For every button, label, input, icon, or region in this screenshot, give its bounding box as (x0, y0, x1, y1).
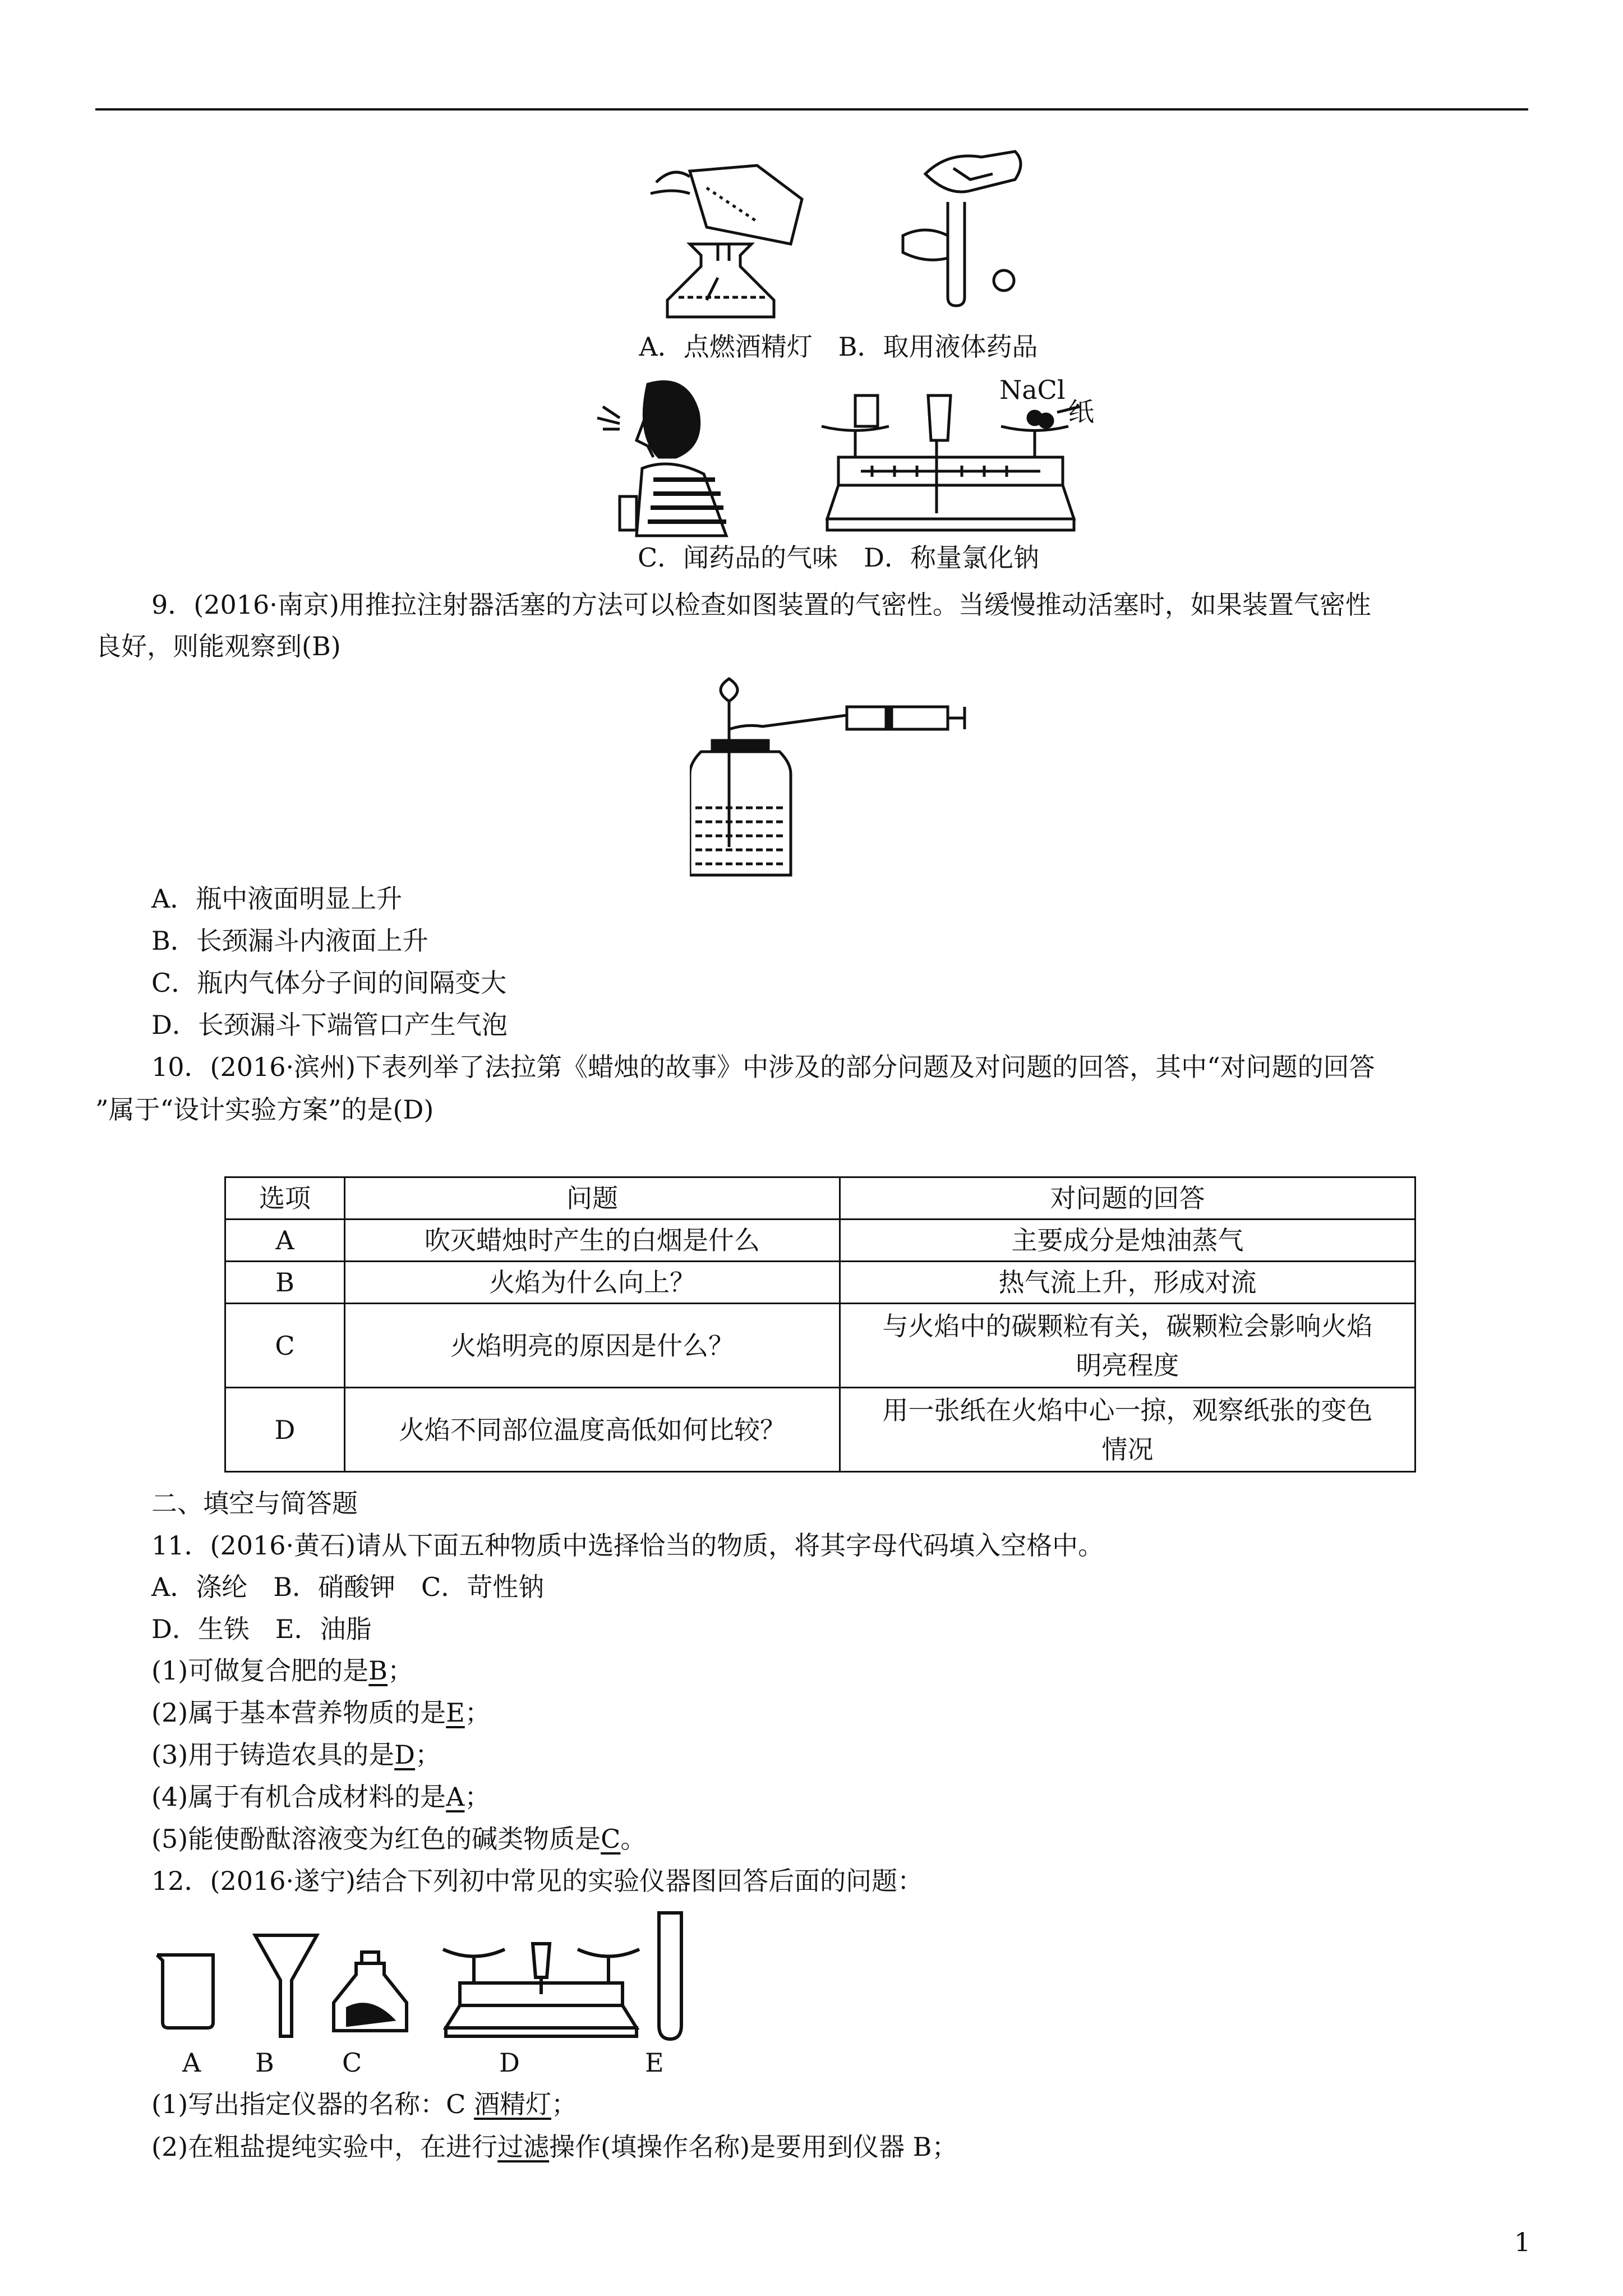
answer-blank: E (446, 1697, 465, 1728)
figure-take-liquid (892, 140, 1060, 309)
figure-light-alcohol-lamp (634, 149, 819, 328)
answer-blank: A (446, 1782, 465, 1812)
table-row (225, 1220, 1415, 1262)
q11-item: (1)可做复合肥的是B； (151, 1655, 413, 1686)
table-cell-line: 与火焰中的碳颗粒有关，碳颗粒会影响火焰 (882, 1310, 1373, 1341)
instrument-label-a: A (182, 2047, 201, 2078)
answer-blank: C (601, 1824, 621, 1854)
table-cell (840, 1388, 1415, 1472)
q12-sub1: (1)写出指定仪器的名称：C 酒精灯； (151, 2089, 577, 2119)
balance-icon (437, 1938, 645, 2039)
table-header: 问题 (345, 1177, 840, 1220)
answer-blank: D (394, 1740, 416, 1770)
answer-blank: 过滤 (497, 2132, 550, 2162)
table-cell: A (225, 1220, 345, 1262)
q9-option-b: B．长颈漏斗内液面上升 (151, 926, 428, 956)
instrument-label-b: B (255, 2047, 274, 2078)
header-rule (95, 108, 1528, 111)
test-tube-icon (653, 1910, 687, 2042)
alcohol-lamp-icon (331, 1947, 409, 2036)
q12-sub2: (2)在粗盐提纯实验中，在进行过滤操作(填操作名称)是要用到仪器 B； (151, 2132, 958, 2162)
table-row (225, 1388, 1415, 1472)
page-number: 1 (1514, 2227, 1531, 2257)
q9-option-c: C．瓶内气体分子间的间隔变大 (151, 968, 507, 998)
q10-stem-line1: 10．(2016·滨州)下表列举了法拉第《蜡烛的故事》中涉及的部分问题及对问题的回答，其中“对问题的回答 (151, 1052, 1375, 1082)
q9-stem-line1: 9．(2016·南京)用推拉注射器活塞的方法可以检查如图装置的气密性。当缓慢推动活塞时，如果装置气密性 (151, 590, 1371, 620)
instrument-label-c: C (342, 2047, 362, 2078)
table-row (225, 1304, 1415, 1388)
answer-blank: B (368, 1655, 388, 1686)
figure-smell-reagent (592, 373, 737, 541)
q10-stem-line2: ”属于“设计实验方案”的是(D) (95, 1094, 434, 1125)
q11-stem: 11．(2016·黄石)请从下面五种物质中选择恰当的物质，将其字母代码填入空格中。 (151, 1530, 1104, 1561)
section-heading: 二、填空与简答题 (151, 1488, 358, 1519)
q11-item: (2)属于基本营养物质的是E； (151, 1697, 491, 1728)
table-cell: D (225, 1388, 345, 1472)
table-cell: 火焰为什么向上？ (345, 1262, 840, 1304)
q11-item: (5)能使酚酞溶液变为红色的碱类物质是C。 (151, 1824, 647, 1854)
table-header: 选项 (225, 1177, 345, 1220)
table-cell: 热气流上升，形成对流 (840, 1262, 1415, 1304)
q9-option-a: A．瓶中液面明显上升 (151, 884, 403, 914)
q9-option-d: D．长颈漏斗下端管口产生气泡 (151, 1010, 508, 1040)
table-cell: C (225, 1304, 345, 1388)
q8-caption-ab: A．点燃酒精灯 B．取用液体药品 (639, 332, 1038, 362)
table-cell-line: 情况 (1101, 1434, 1154, 1465)
instrument-label-d: D (499, 2047, 520, 2078)
instrument-label-e: E (645, 2047, 664, 2078)
table-cell: 吹灭蜡烛时产生的白烟是什么 (345, 1220, 840, 1262)
q11-choices-line1: A．涤纶 B．硝酸钾 C．苛性钠 (151, 1572, 545, 1602)
q11-item: (3)用于铸造农具的是D； (151, 1740, 441, 1770)
table-cell: B (225, 1262, 345, 1304)
funnel-icon (252, 1930, 320, 2042)
q9-stem-line2: 良好，则能观察到(B) (95, 631, 341, 661)
table-cell-line: 用一张纸在火焰中心一掠，观察纸张的变色 (882, 1395, 1373, 1425)
label-paper: 纸 (1068, 397, 1094, 427)
beaker-icon (151, 1949, 224, 2033)
table-header-row (225, 1177, 1415, 1220)
table-header: 对问题的回答 (840, 1177, 1415, 1220)
table-cell: 火焰不同部位温度高低如何比较？ (345, 1388, 840, 1472)
q12-stem: 12．(2016·遂宁)结合下列初中常见的实验仪器图回答后面的问题： (151, 1866, 924, 1896)
q10-table (224, 1176, 1416, 1473)
table-row (225, 1262, 1415, 1304)
table-cell (840, 1304, 1415, 1388)
answer-blank: 酒精灯 (473, 2089, 551, 2119)
table-cell-line: 明亮程度 (1076, 1350, 1179, 1381)
figure-syringe-airtight (690, 673, 981, 881)
label-nacl: NaCl (999, 375, 1066, 405)
q8-caption-cd: C．闻药品的气味 D．称量氯化钠 (637, 542, 1040, 573)
table-cell: 主要成分是烛油蒸气 (840, 1220, 1415, 1262)
q11-item: (4)属于有机合成材料的是A； (151, 1782, 491, 1812)
table-cell: 火焰明亮的原因是什么？ (345, 1304, 840, 1388)
q11-choices-line2: D．生铁 E．油脂 (151, 1614, 372, 1644)
